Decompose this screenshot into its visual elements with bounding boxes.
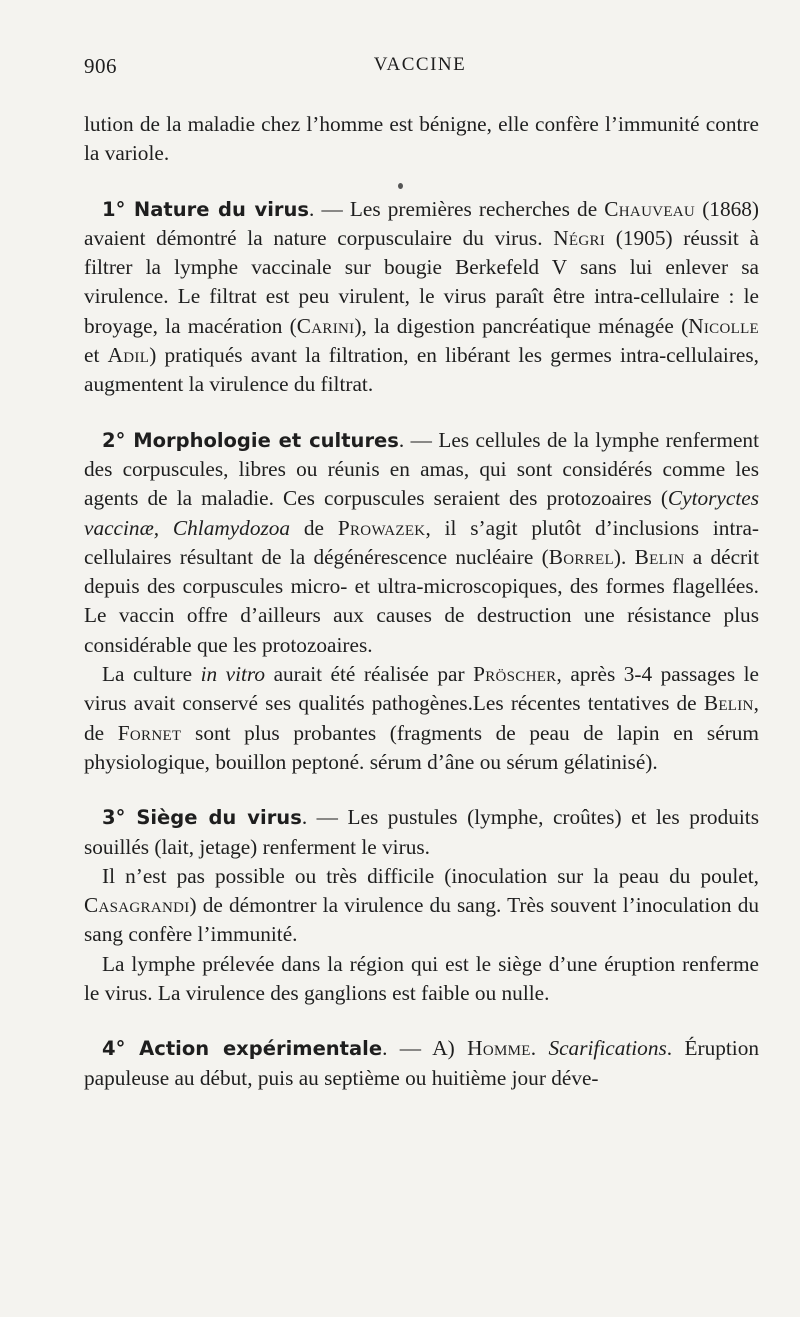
author-name: Nicolle [688, 313, 760, 338]
paragraph-lymphe: La lymphe prélevée dans la région qui est le siège d’une éruption renferme le virus. La virulence des ganglions est faible ou nulle. [84, 951, 759, 1006]
italic-term: in vitro [200, 662, 266, 687]
paragraph-virulence-sang: Il n’est pas possible ou très difficile (inoculation sur la peau du poulet, Casagrandi) de démontrer la virulence du sang. Très souvent l’inoculation du sang confère l’immunité. [84, 863, 759, 947]
author-name: Prowazek [337, 515, 426, 540]
author-name: Borrel [548, 544, 614, 569]
author-name: Chauveau [604, 196, 696, 221]
subsection-label: Homme [467, 1036, 531, 1061]
author-name: Carini [296, 313, 355, 338]
running-head: VACCINE [373, 54, 467, 75]
section-heading-morphologie: 2° Morphologie et cultures [102, 428, 399, 452]
author-name: Casagrandi [84, 893, 190, 918]
paragraph-action-experimentale: 4° Action expérimentale. — A) Homme. Scarifications. Éruption papuleuse au début, puis au septième ou huitième jour déve- [84, 1036, 760, 1090]
paragraph-siege-du-virus: 3° Siège du virus. — Les pustules (lymphe, croûtes) et les produits souillés (lait, jetage) renferment le virus. [84, 805, 759, 859]
page-number: 906 [84, 54, 117, 78]
author-name: Belin [703, 691, 754, 716]
page-header [84, 54, 756, 84]
author-name: Pröscher [473, 662, 557, 687]
paragraph-culture: La culture in vitro aurait été réalisée par Pröscher, après 3-4 passages le virus avait conservé ses qualités pathogènes.Les récentes tentatives de Belin, de Fornet sont plus probantes (fragments de peau de lapin en sérum physiologique, bouillon peptoné. sérum d’âne ou sérum gélatinisé). [84, 662, 759, 774]
author-name: Belin [634, 544, 685, 569]
species-name: Cytoryctes vaccinæ, Chlamydozoa [84, 486, 759, 540]
author-name: Adil [107, 343, 150, 368]
paragraph-morphologie: 2° Morphologie et cultures. — Les cellules de la lymphe renferment des corpuscules, libres ou réunis en amas, qui sont considérés comme les agents de la maladie. Ces corpuscules seraient des protozoaires (Cytoryctes vaccinæ, Chlamydozoa de Prowazek, il s’agit plutôt d’inclusions intra-cellulaires résultant de la dégénérescence nucléaire (Borrel). Belin a décrit depuis des corpuscules micro- et ultra-microscopiques, des formes flagellées. Le vaccin offre d’ailleurs aux causes de destruction une résistance plus considérable que les protozoaires. [84, 427, 760, 657]
section-heading-siege: 3° Siège du virus [102, 806, 302, 830]
body-text [84, 110, 759, 1093]
author-name: Fornet [117, 720, 182, 745]
paragraph-nature-du-virus: 1° Nature du virus. — Les premières recherches de Chauveau (1868) avaient démontré la nature corpusculaire du virus. Négri (1905) réussit à filtrer la lymphe vaccinale sur bougie Berkefeld V sans lui enlever sa virulence. Le filtrat est peu virulent, le virus paraît être intra-cellulaire : le broyage, la macération (Carini), la digestion pancréatique ménagée (Nicolle et Adil) pratiqués avant la filtration, en libérant les germes intra-cellulaires, augmentent la virulence du filtrat. [84, 196, 760, 397]
section-heading-action: 4° Action expérimentale [102, 1037, 383, 1061]
author-name: Négri [553, 225, 606, 250]
section-heading-nature: 1° Nature du virus [102, 197, 309, 221]
paragraph-intro: lution de la maladie chez l’homme est bénigne, elle confère l’immunité contre la variole. [84, 112, 759, 166]
italic-term: Scarifications [548, 1036, 667, 1061]
